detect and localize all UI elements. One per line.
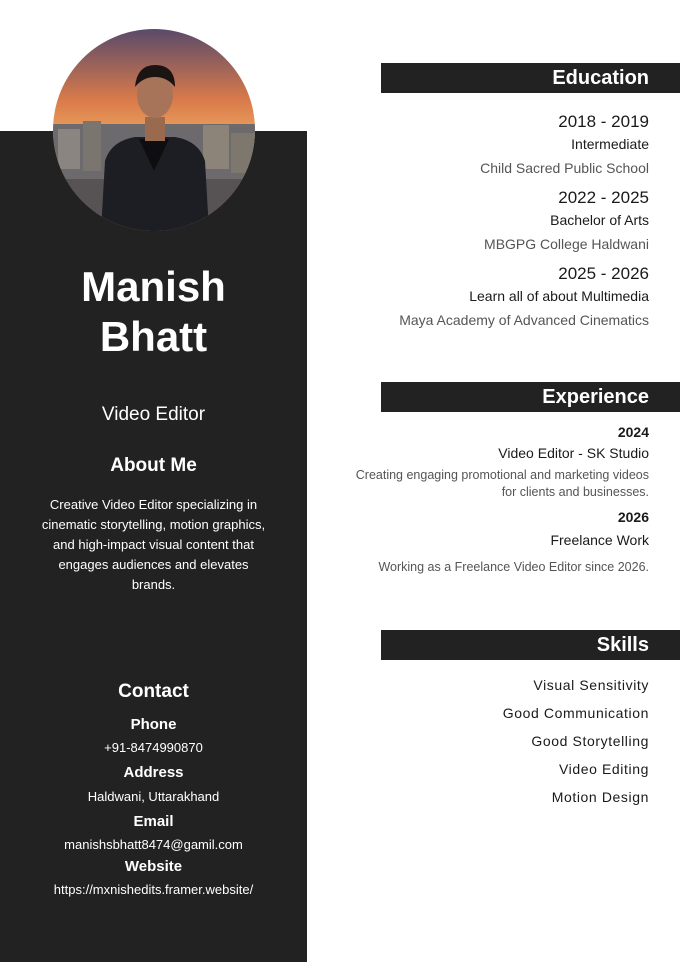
experience-title-1: Video Editor - SK Studio (498, 445, 649, 461)
experience-year-2: 2026 (617, 509, 649, 525)
experience-year-1: 2024 (617, 424, 649, 440)
education-school-2: MBGPG College Haldwani (484, 236, 649, 252)
experience-title-2: Freelance Work (550, 532, 649, 548)
education-degree-1: Intermediate (571, 136, 649, 152)
profile-name (0, 262, 307, 362)
experience-description-1: Creating engaging promotional and marketing videos for clients and businesses. (355, 468, 649, 499)
about-heading: About Me (110, 455, 197, 476)
skill-item-4: Video Editing (558, 761, 649, 777)
experience-heading: Experience (381, 382, 680, 412)
education-heading: Education (381, 63, 680, 93)
skill-item-3: Good Storytelling (531, 733, 649, 749)
education-years-2: 2022 - 2025 (558, 188, 649, 207)
email-label: Email (133, 813, 174, 830)
profile-role: Video Editor (101, 404, 206, 425)
phone-label: Phone (130, 716, 177, 733)
skill-item-1: Visual Sensitivity (533, 677, 649, 693)
profile-photo (53, 29, 255, 231)
skill-item-5: Motion Design (551, 789, 649, 805)
address-label: Address (123, 764, 184, 781)
email-value: manishsbhatt8474@gamil.com (64, 837, 243, 852)
first-name: Manish (81, 263, 226, 310)
education-degree-2: Bachelor of Arts (550, 212, 649, 228)
education-years-1: 2018 - 2019 (558, 112, 649, 131)
education-degree-3: Learn all of about Multimedia (469, 288, 649, 304)
skill-item-2: Good Communication (502, 705, 649, 721)
education-school-1: Child Sacred Public School (480, 160, 649, 176)
last-name: Bhatt (99, 313, 208, 360)
education-years-3: 2025 - 2026 (558, 264, 649, 283)
contact-heading: Contact (118, 681, 189, 702)
phone-value: +91-8474990870 (104, 740, 203, 755)
about-text: Creative Video Editor specializing in cinematic storytelling, motion graphics, and high-impact visual content that engages audiences and elevates brands. (41, 497, 266, 592)
website-value: https://mxnishedits.framer.website/ (53, 882, 254, 897)
profile-photo-illustration (53, 29, 255, 231)
skills-heading: Skills (381, 630, 680, 660)
education-school-3: Maya Academy of Advanced Cinematics (399, 312, 649, 328)
website-label: Website (124, 858, 183, 875)
address-value: Haldwani, Uttarakhand (87, 789, 220, 804)
experience-description-2: Working as a Freelance Video Editor since 2026. (378, 560, 649, 574)
